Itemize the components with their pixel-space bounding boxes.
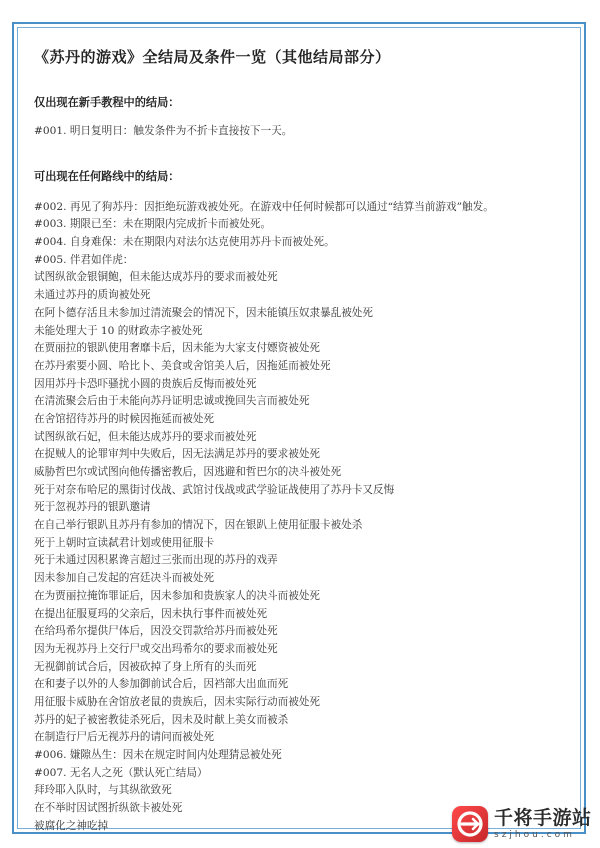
ending-line: 死于上朝时宣读弑君计划或使用征服卡 xyxy=(34,536,215,549)
ending-line: 苏丹的妃子被密教徒杀死后，因未及时献上美女而被杀 xyxy=(34,713,289,726)
ending-line: 在不举时因试图折纵欲卡被处死 xyxy=(34,802,183,815)
ending-line: 未能处理大于 10 的财政赤字被处死 xyxy=(34,324,203,337)
ending-line: 因用苏丹卡恐吓骚扰小圆的贵族后反悔而被处死 xyxy=(34,377,257,390)
document-body xyxy=(34,36,574,835)
ending-line: #002. 再见了狗苏丹：因拒绝玩游戏被处死。在游戏中任何时候都可以通过“结算当前游戏”触发。 xyxy=(34,200,494,213)
ending-line: 在和妻子以外的人参加御前试合后，因裆部大出血而死 xyxy=(34,678,289,691)
ending-line: 在贾丽拉的银趴使用奢靡卡后，因未能为大家支付嫖资被处死 xyxy=(34,342,321,355)
ending-line: #006. 嫌隙丛生：因未在规定时间内处理猜忌被处死 xyxy=(34,749,282,761)
ending-line: 在制造行尸后无视苏丹的请问而被处死 xyxy=(34,731,215,744)
ending-line: 因为无视苏丹上交行尸或交出玛希尔的要求而被处死 xyxy=(34,642,278,655)
watermark-site-name: 千将手游站 xyxy=(494,807,592,829)
ending-line: 威胁哲巴尔或试图向他传播密教后，因逃避和哲巴尔的决斗被处死 xyxy=(34,466,342,478)
ending-line: 死于对奈布哈尼的黑街讨伐战、武馆讨伐战或武学验证战使用了苏丹卡又反悔 xyxy=(34,483,395,496)
ending-line: #004. 自身难保：未在期限内对法尔达克使用苏丹卡而被处死。 xyxy=(34,236,335,249)
tutorial-ending-list xyxy=(34,123,574,141)
ending-line: 死于忽视苏丹的银趴邀请 xyxy=(34,501,151,514)
section-heading-tutorial: 仅出现在新手教程中的结局： xyxy=(34,96,180,109)
ending-line: 在给玛希尔提供尸体后，因没交罚款给苏丹而被处死 xyxy=(34,625,278,638)
ending-line: 在捉贼人的论罪审判中失败后，因无法满足苏丹的要求被处死 xyxy=(34,448,321,461)
site-logo-icon xyxy=(452,806,488,842)
ending-line: #005. 伴君如伴虎： xyxy=(34,253,134,266)
ending-line: 在阿卜德存活且未参加过清流聚会的情况下，因未能镇压奴隶暴乱被处死 xyxy=(34,306,373,319)
ending-line: 被腐化之神吃掉 xyxy=(34,819,109,832)
ending-line: 在苏丹索要小圆、哈比卜、美食或舍馆美人后，因拖延而被处死 xyxy=(34,359,331,372)
ending-line: 无视御前试合后，因被砍掉了身上所有的头而死 xyxy=(34,660,257,673)
ending-line: #007. 无名人之死（默认死亡结局） xyxy=(34,766,208,779)
ending-line: 在舍馆招待苏丹的时候因拖延而被处死 xyxy=(34,412,215,425)
section-heading-any-route: 可出现在任何路线中的结局： xyxy=(34,169,180,183)
ending-line: 拜玲耶入队时，与其纵欲致死 xyxy=(34,784,172,797)
ending-line: 死于未通过因积累谗言超过三张而出现的苏丹的戏弄 xyxy=(34,554,278,567)
ending-line: 因未参加自己发起的宫廷决斗而被处死 xyxy=(34,572,215,585)
document-title: 《苏丹的游戏》全结局及条件一览（其他结局部分） xyxy=(34,48,391,66)
ending-line: 用征服卡威胁在舍馆放老鼠的贵族后，因未实际行动而被处死 xyxy=(34,695,321,708)
ending-line: 在为贾丽拉掩饰罪证后，因未参加和贵族家人的决斗而被处死 xyxy=(34,589,321,602)
ending-line: 试图纵欲金银铜鲍，但未能达成苏丹的要求而被处死 xyxy=(34,271,278,284)
ending-line: 在清流聚会后由于未能向苏丹证明忠诚或挽回失言而被处死 xyxy=(34,395,310,408)
ending-line: 在自己举行银趴且苏丹有参加的情况下，因在银趴上使用征服卡被处杀 xyxy=(34,519,363,532)
any-route-ending-list xyxy=(34,199,574,836)
ending-line: 在提出征服夏玛的父亲后，因未执行事件而被处死 xyxy=(34,607,268,620)
ending-line: 未通过苏丹的质询被处死 xyxy=(34,289,151,302)
ending-line: 试图纵欲石妃，但未能达成苏丹的要求而被处死 xyxy=(34,430,257,443)
watermark-site-url: szjhou.com xyxy=(494,830,575,840)
ending-line: #003. 期限已至：未在期限内完成折卡而被处死。 xyxy=(34,218,272,231)
site-watermark xyxy=(452,806,600,848)
ending-line: #001. 明日复明日：触发条件为不折卡直接按下一天。 xyxy=(34,125,293,137)
